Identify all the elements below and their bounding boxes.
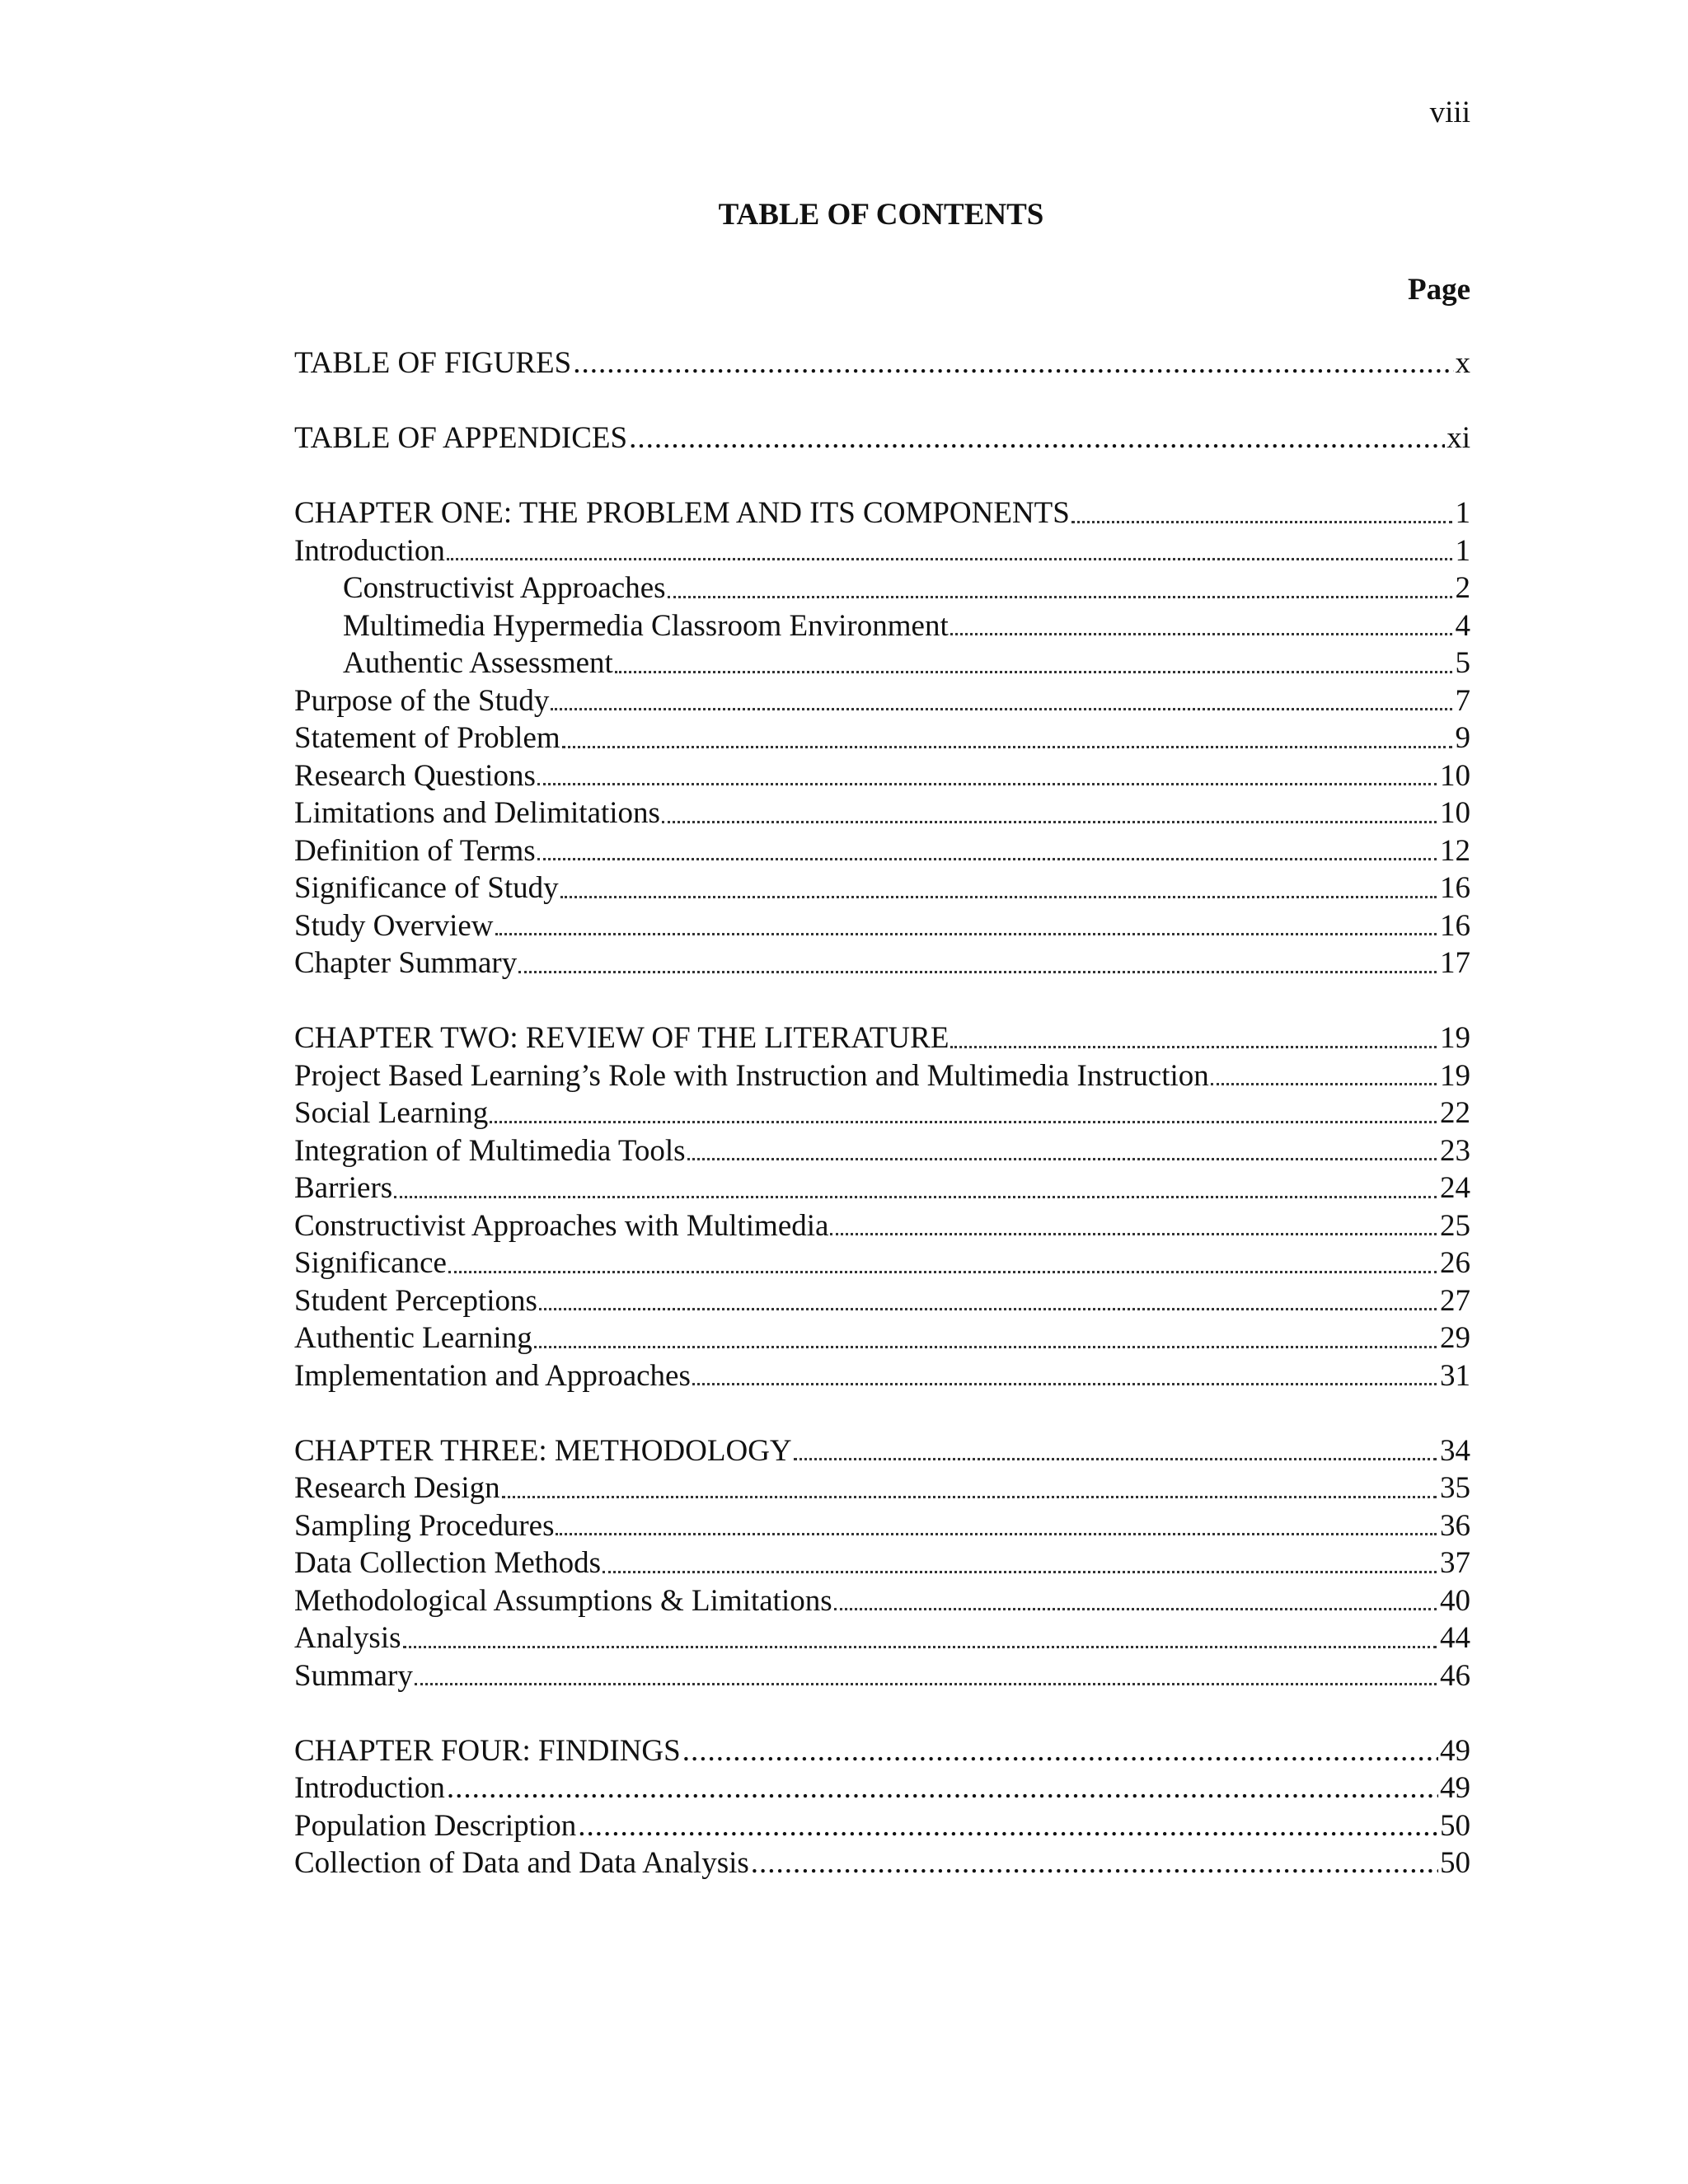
toc-entry-label: Constructivist Approaches with Multimedia	[294, 1208, 829, 1243]
toc-entry[interactable]	[294, 1057, 1470, 1095]
toc-entry-page: 25	[1440, 1208, 1470, 1243]
toc-entry-label: Population Description	[294, 1808, 577, 1843]
toc-entry-label: Research Design	[294, 1471, 500, 1505]
toc-group-chapter-two	[294, 1019, 1470, 1394]
toc-entry[interactable]	[294, 1769, 1470, 1807]
toc-entry-label: Analysis	[294, 1621, 401, 1655]
toc-entry-page: 22	[1440, 1096, 1470, 1130]
dot-leader	[834, 1608, 1437, 1610]
toc-entry-page: 16	[1440, 871, 1470, 905]
toc-entry-page: 10	[1440, 796, 1470, 830]
toc-entry-label: Sampling Procedures	[294, 1508, 555, 1543]
page-column-header: Page	[1407, 273, 1470, 307]
toc-entry-page: x	[1455, 346, 1470, 380]
toc-entry-label: Purpose of the Study	[294, 683, 550, 718]
toc-entry[interactable]	[294, 832, 1470, 870]
dot-leader	[447, 558, 1452, 560]
toc-entry-label: TABLE OF APPENDICES	[294, 421, 628, 455]
toc-entry-page: 27	[1440, 1283, 1470, 1318]
toc-chapter-heading[interactable]	[294, 1732, 1470, 1770]
toc-entry-page: 44	[1440, 1621, 1470, 1655]
dot-leader	[830, 1233, 1437, 1235]
toc-entry-page: 9	[1455, 721, 1470, 755]
toc-entry-label: Limitations and Delimitations	[294, 796, 660, 830]
toc-entry-page: 19	[1440, 1058, 1470, 1093]
toc-entry-label: CHAPTER ONE: THE PROBLEM AND ITS COMPONENTS	[294, 496, 1070, 530]
dot-leader	[560, 896, 1437, 898]
toc-entry-label: Constructivist Approaches	[343, 571, 666, 605]
dot-leader	[562, 746, 1452, 748]
toc-entry-table-of-figures[interactable]	[294, 344, 1470, 382]
toc-entry-label: Significance	[294, 1246, 447, 1280]
toc-entry[interactable]	[294, 944, 1470, 982]
toc-entry[interactable]	[294, 1132, 1470, 1170]
toc-entry-page: 37	[1440, 1546, 1470, 1580]
toc-entry-table-of-appendices[interactable]	[294, 419, 1470, 457]
toc-group-chapter-one	[294, 494, 1470, 982]
toc-entry-page: 16	[1440, 908, 1470, 943]
dot-leader	[615, 671, 1452, 673]
toc-entry-label: Authentic Learning	[294, 1321, 532, 1355]
page-number: viii	[1429, 96, 1470, 129]
dot-leader	[490, 1121, 1437, 1123]
toc-entry-page: 4	[1455, 608, 1470, 643]
dot-leader	[662, 821, 1437, 823]
toc-group-figures	[294, 344, 1470, 382]
toc-entry[interactable]	[294, 1507, 1470, 1545]
toc-entry-label: Study Overview	[294, 908, 494, 943]
dot-leader	[448, 1271, 1437, 1273]
toc-entry-page: 19	[1440, 1021, 1470, 1055]
toc-group-chapter-four	[294, 1732, 1470, 1882]
toc-entry-page: 24	[1440, 1171, 1470, 1205]
toc-entry-label: Research Questions	[294, 758, 536, 793]
toc-entry-label: CHAPTER FOUR: FINDINGS	[294, 1733, 681, 1768]
dot-leader	[447, 1769, 1438, 1807]
toc-entry-page: xi	[1447, 421, 1470, 455]
dot-leader	[682, 1732, 1438, 1770]
dot-leader	[751, 1844, 1438, 1882]
toc-entry-label: CHAPTER TWO: REVIEW OF THE LITERATURE	[294, 1021, 950, 1055]
dot-leader	[668, 596, 1452, 598]
toc-entry[interactable]	[294, 719, 1470, 757]
dot-leader	[573, 344, 1453, 382]
toc-entry-page: 26	[1440, 1246, 1470, 1280]
toc-entry-label: Definition of Terms	[294, 833, 536, 868]
toc-entry[interactable]	[294, 532, 1470, 570]
toc-entry-page: 12	[1440, 833, 1470, 868]
toc-entry[interactable]	[294, 1244, 1470, 1282]
toc-entry[interactable]	[294, 1282, 1470, 1320]
toc-entry-label: Project Based Learning’s Role with Instruction and Multimedia Instruction	[294, 1058, 1209, 1093]
dot-leader	[629, 419, 1445, 457]
dot-leader	[556, 1533, 1437, 1535]
toc-group-appendices	[294, 419, 1470, 457]
toc-entry-label: Summary	[294, 1658, 413, 1693]
toc-entry-page: 1	[1455, 533, 1470, 568]
toc-entry-label: Social Learning	[294, 1096, 489, 1130]
dot-leader	[495, 933, 1437, 935]
toc-entry-page: 7	[1455, 683, 1470, 718]
page-title: TABLE OF CONTENTS	[718, 198, 1044, 232]
toc-entry[interactable]	[294, 1619, 1470, 1657]
toc-entry-page: 36	[1440, 1508, 1470, 1543]
toc-entry[interactable]	[294, 869, 1470, 907]
dot-leader	[534, 1346, 1437, 1348]
toc-entry-page: 34	[1440, 1433, 1470, 1468]
dot-leader	[502, 1496, 1437, 1498]
toc-entry-page: 1	[1455, 496, 1470, 530]
toc-entry[interactable]	[294, 794, 1470, 832]
toc-entry-label: Collection of Data and Data Analysis	[294, 1846, 749, 1880]
toc-entry[interactable]	[294, 757, 1470, 795]
toc-entry-page: 23	[1440, 1133, 1470, 1168]
table-of-contents	[294, 344, 1470, 1919]
dot-leader	[687, 1158, 1437, 1160]
toc-entry[interactable]	[294, 1469, 1470, 1507]
toc-entry-page: 49	[1440, 1771, 1470, 1805]
toc-chapter-heading[interactable]	[294, 1432, 1470, 1470]
dot-leader	[603, 1571, 1437, 1573]
toc-entry[interactable]	[294, 1357, 1470, 1395]
toc-entry-page: 29	[1440, 1321, 1470, 1355]
toc-entry-label: Significance of Study	[294, 871, 559, 905]
toc-entry[interactable]	[294, 1094, 1470, 1132]
dot-leader	[692, 1383, 1437, 1385]
toc-entry-page: 10	[1440, 758, 1470, 793]
toc-entry-page: 31	[1440, 1358, 1470, 1393]
toc-entry-label: Integration of Multimedia Tools	[294, 1133, 686, 1168]
toc-entry-label: Introduction	[294, 1771, 445, 1805]
toc-entry-label: Chapter Summary	[294, 946, 518, 980]
toc-entry-page: 49	[1440, 1733, 1470, 1768]
dot-leader	[950, 633, 1452, 635]
dot-leader	[537, 783, 1437, 785]
toc-entry-page: 50	[1440, 1808, 1470, 1843]
dot-leader	[394, 1196, 1437, 1198]
toc-entry-page: 17	[1440, 946, 1470, 980]
toc-entry-page: 2	[1455, 571, 1470, 605]
toc-entry-label: Multimedia Hypermedia Classroom Environment	[343, 608, 949, 643]
toc-entry-label: Methodological Assumptions & Limitations	[294, 1583, 832, 1618]
toc-entry-label: Statement of Problem	[294, 721, 560, 755]
toc-entry[interactable]	[294, 1544, 1470, 1582]
dot-leader	[950, 1046, 1437, 1048]
toc-entry[interactable]	[294, 1582, 1470, 1620]
toc-entry[interactable]	[294, 1657, 1470, 1695]
dot-leader	[578, 1807, 1438, 1845]
toc-entry-page: 50	[1440, 1846, 1470, 1880]
toc-entry-label: TABLE OF FIGURES	[294, 346, 572, 380]
toc-entry-label: Data Collection Methods	[294, 1546, 601, 1580]
toc-entry[interactable]	[294, 1319, 1470, 1357]
toc-entry-label: Student Perceptions	[294, 1283, 537, 1318]
toc-entry-page: 40	[1440, 1583, 1470, 1618]
toc-entry[interactable]	[294, 907, 1470, 945]
toc-entry-page: 35	[1440, 1471, 1470, 1505]
toc-subentry[interactable]	[294, 644, 1470, 682]
toc-entry-label: Introduction	[294, 533, 445, 568]
toc-entry-label: Implementation and Approaches	[294, 1358, 691, 1393]
toc-entry[interactable]	[294, 682, 1470, 720]
toc-chapter-heading[interactable]	[294, 1019, 1470, 1057]
dot-leader	[794, 1458, 1437, 1460]
toc-group-chapter-three	[294, 1432, 1470, 1695]
dot-leader	[551, 708, 1451, 710]
dot-leader	[403, 1646, 1437, 1648]
toc-subentry[interactable]	[294, 607, 1470, 645]
toc-entry[interactable]	[294, 1169, 1470, 1207]
toc-chapter-heading[interactable]	[294, 494, 1470, 532]
toc-entry[interactable]	[294, 1844, 1470, 1882]
dot-leader	[415, 1683, 1437, 1685]
toc-entry-page: 46	[1440, 1658, 1470, 1693]
toc-entry[interactable]	[294, 1207, 1470, 1245]
toc-entry-label: Authentic Assessment	[343, 646, 613, 680]
toc-entry-label: CHAPTER THREE: METHODOLOGY	[294, 1433, 792, 1468]
dot-leader	[537, 858, 1437, 860]
toc-entry[interactable]	[294, 1807, 1470, 1845]
toc-entry-page: 5	[1455, 646, 1470, 680]
dot-leader	[518, 971, 1437, 973]
dot-leader	[1211, 1083, 1437, 1085]
dot-leader	[539, 1308, 1437, 1310]
toc-subentry[interactable]	[294, 569, 1470, 607]
dot-leader	[1071, 521, 1452, 523]
toc-entry-label: Barriers	[294, 1171, 393, 1205]
